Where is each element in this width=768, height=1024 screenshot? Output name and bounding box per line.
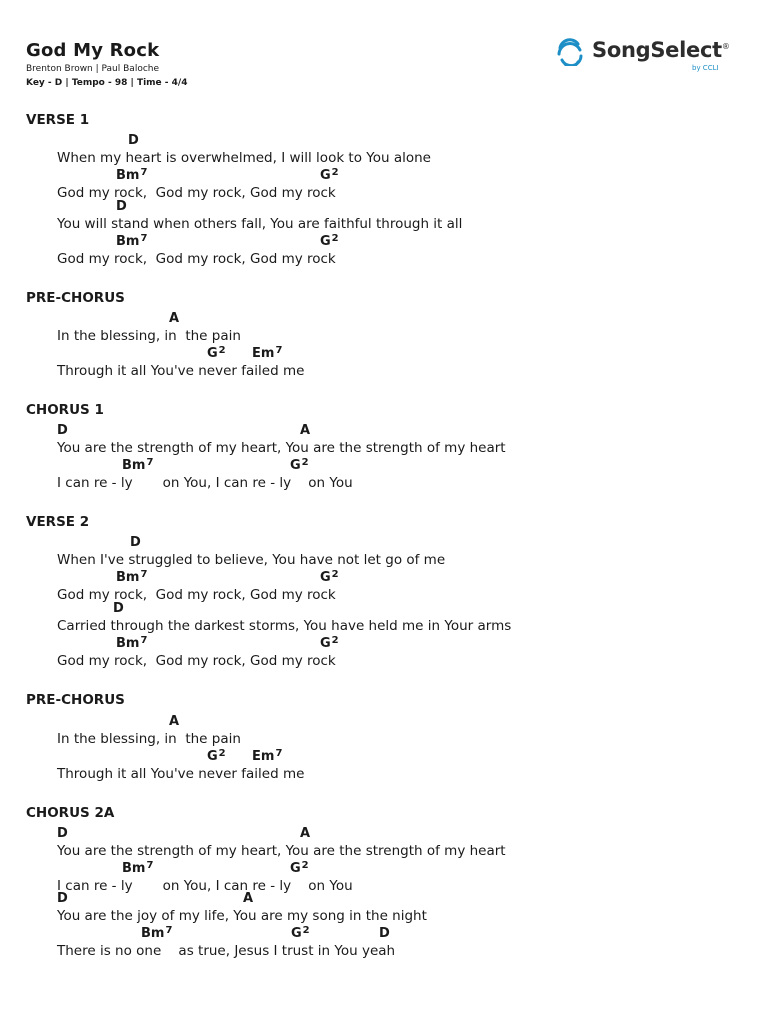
chord: D bbox=[57, 891, 68, 906]
chord: Bm$^7$ bbox=[116, 167, 148, 183]
chord: $G^2$ bbox=[320, 233, 339, 249]
chord: Bm$^7$ bbox=[116, 569, 148, 585]
chord: A bbox=[300, 826, 311, 841]
songselect-logo-icon bbox=[556, 38, 584, 66]
lyric-line: You are the strength of my heart, You are the strength of my heart bbox=[57, 843, 506, 859]
chord: $G^2$ bbox=[320, 635, 339, 651]
lyric-line: You are the joy of my life, You are my song in the night bbox=[57, 908, 427, 924]
section-label: CHORUS 1 bbox=[26, 402, 104, 418]
chord: Em$^7$ bbox=[252, 748, 283, 764]
section-label: PRE-CHORUS bbox=[26, 692, 125, 708]
chord: D bbox=[130, 535, 141, 550]
chord: D bbox=[128, 133, 139, 148]
lyric-line: You are the strength of my heart, You are the strength of my heart bbox=[57, 440, 506, 456]
chord: D bbox=[113, 601, 124, 616]
lyric-line: There is no one as true, Jesus I trust in You yeah bbox=[57, 943, 396, 959]
chord: $G^2$ bbox=[207, 345, 226, 361]
lyric-line: When my heart is overwhelmed, I will look to You alone bbox=[57, 150, 431, 166]
lyric-line: In the blessing, in the pain bbox=[57, 328, 241, 344]
chord: $G^2$ bbox=[291, 925, 310, 941]
chord: D bbox=[379, 926, 390, 941]
chord: Bm$^7$ bbox=[122, 860, 154, 876]
lyric-line: God my rock, God my rock, God my rock bbox=[57, 185, 336, 201]
song-meta: Key - D | Tempo - 98 | Time - 4/4 bbox=[26, 78, 188, 88]
chord: D bbox=[57, 423, 68, 438]
songselect-logo-text: SongSelect® bbox=[592, 38, 730, 62]
lyric-line: In the blessing, in the pain bbox=[57, 731, 241, 747]
chord: A bbox=[300, 423, 311, 438]
chord: $G^2$ bbox=[290, 860, 309, 876]
lyric-line: I can re - ly on You, I can re - ly on You bbox=[57, 878, 353, 894]
chord: $G^2$ bbox=[320, 569, 339, 585]
lyric-line: God my rock, God my rock, God my rock bbox=[57, 251, 336, 267]
lyric-line: Through it all You've never failed me bbox=[57, 766, 305, 782]
section-label: CHORUS 2A bbox=[26, 805, 115, 821]
lyric-line: Through it all You've never failed me bbox=[57, 363, 305, 379]
chord: D bbox=[116, 199, 127, 214]
section-label: PRE-CHORUS bbox=[26, 290, 125, 306]
chord: A bbox=[169, 311, 180, 326]
lyric-line: When I've struggled to believe, You have not let go of me bbox=[57, 552, 446, 568]
lyric-line: Carried through the darkest storms, You have held me in Your arms bbox=[57, 618, 512, 634]
chord: Em$^7$ bbox=[252, 345, 283, 361]
song-title: God My Rock bbox=[26, 40, 160, 61]
chord: D bbox=[57, 826, 68, 841]
chord: Bm$^7$ bbox=[141, 925, 173, 941]
section-label: VERSE 2 bbox=[26, 514, 90, 530]
chord: Bm$^7$ bbox=[116, 635, 148, 651]
lyric-line: You will stand when others fall, You are faithful through it all bbox=[57, 216, 463, 232]
chord: A bbox=[169, 714, 180, 729]
songselect-logo bbox=[556, 36, 736, 76]
chord: A bbox=[243, 891, 254, 906]
chord: $G^2$ bbox=[320, 167, 339, 183]
chord: Bm$^7$ bbox=[122, 457, 154, 473]
chord: Bm$^7$ bbox=[116, 233, 148, 249]
chord: $G^2$ bbox=[290, 457, 309, 473]
chord: $G^2$ bbox=[207, 748, 226, 764]
lyric-line: I can re - ly on You, I can re - ly on You bbox=[57, 475, 353, 491]
lyric-line: God my rock, God my rock, God my rock bbox=[57, 653, 336, 669]
songselect-logo-sub: by CCLI bbox=[692, 64, 719, 72]
song-authors: Brenton Brown | Paul Baloche bbox=[26, 64, 160, 74]
section-label: VERSE 1 bbox=[26, 112, 90, 128]
lyric-line: God my rock, God my rock, God my rock bbox=[57, 587, 336, 603]
